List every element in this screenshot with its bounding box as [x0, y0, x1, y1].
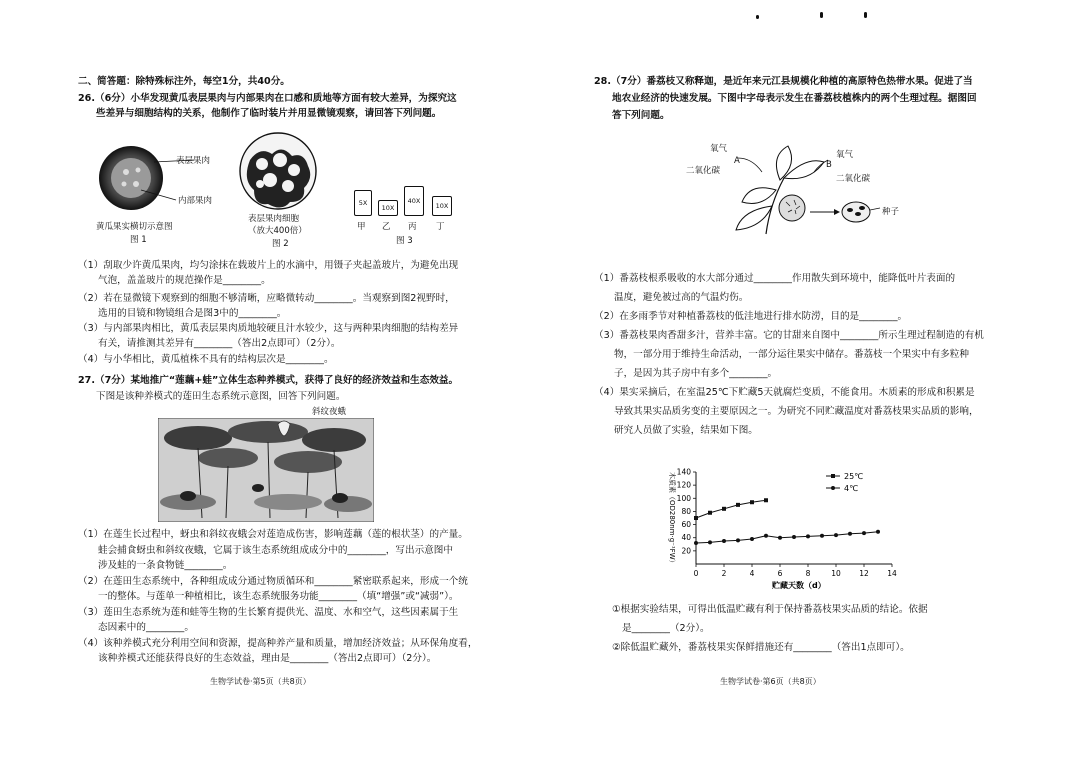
fig1-caption: 黄瓜果实横切示意图: [96, 222, 173, 232]
point-4c: [862, 531, 866, 535]
fig1-label-inner: 内部果肉: [178, 196, 213, 206]
q28-stem-1: 28.（7分）番荔枝又称释迦，是近年来元江县规模化种植的高原特色热带水果。促进了当: [594, 76, 973, 87]
point-4c: [820, 534, 824, 538]
q26-item-2b: 选用的目镜和物镜组合是图3中的________。: [98, 308, 287, 319]
q28-stem-2: 地农业经济的快速发展。下图中字母表示发生在番荔枝植株内的两个生理过程。据图回: [612, 93, 977, 104]
left-footer: 生物学试卷·第5页（共8页）: [210, 677, 311, 686]
y-tick-label: 140: [676, 467, 691, 477]
point-25c: [722, 507, 726, 511]
q28-item-1a: （1）番荔枝根系吸收的水大部分通过________作用散失到环境中，能降低叶片表面的: [594, 273, 956, 284]
q26-item-3b: 有关，请推测其差异有________（答出2点即可）（2分）。: [98, 338, 341, 349]
q26-item-4: （4）与小华相比，黄瓜植株不具有的结构层次是________。: [78, 354, 334, 365]
q26-item-2a: （2）若在显微镜下观察到的细胞不够清晰，应略微转动________。当观察到图2视野时，: [78, 293, 455, 304]
q28-item-2: （2）在多雨季节对种植番荔枝的低洼地进行排水防涝，目的是________。: [594, 311, 908, 322]
q27-item-2a: （2）在莲田生态系统中，各种组成成分通过物质循环和________紧密联系起来，形成一个统: [78, 576, 468, 587]
q28-item-4b: 导致其果实品质劣变的主要原因之一。为研究不同贮藏温度对番荔枝果实品质的影响，: [614, 406, 979, 417]
y-tick-label: 20: [681, 546, 691, 556]
point-4c: [848, 532, 852, 536]
q27-fig-label: 斜纹夜蛾: [312, 407, 347, 417]
fig1-label-outer: 表层果肉: [176, 156, 211, 166]
plant-fig-right-letter: B: [826, 160, 832, 170]
q28-item-4c: 研究人员做了实验，结果如下图。: [614, 425, 758, 436]
lens-ding: 10X: [432, 196, 452, 216]
point-25c: [708, 511, 712, 515]
y-tick-label: 120: [676, 480, 691, 490]
plant-fig-left-letter: A: [734, 156, 740, 166]
lens-name-ding: 丁: [436, 222, 445, 232]
plant-fig-left-bottom: 二氧化碳: [686, 166, 721, 176]
y-tick-label: 40: [681, 533, 691, 543]
q26-stem-1: 26.（6分）小华发现黄瓜表层果肉与内部果肉在口感和质地等方面有较大差异，为探究这: [78, 93, 457, 104]
point-4c: [778, 536, 782, 540]
fig1-title: 图 1: [130, 235, 147, 245]
fig2-title: 图 2: [272, 239, 289, 249]
lens-jia: 5X: [354, 190, 372, 216]
x-tick-label: 6: [777, 569, 783, 578]
figure-sugar-apple-plant: [716, 140, 886, 236]
scan-speck: [820, 12, 823, 18]
lignin-chart: [650, 460, 910, 596]
legend-label: 25℃: [844, 472, 864, 481]
q28-conclusion-1a: ①根据实验结果，可得出低温贮藏有利于保持番荔枝果实品质的结论。依据: [612, 604, 928, 615]
series-line-0: [696, 500, 766, 518]
point-25c: [694, 516, 698, 520]
point-4c: [736, 538, 740, 542]
q28-item-3b: 物，一部分用于维持生命活动，一部分运往果实中储存。番荔枝一个果实中有多粒种: [614, 349, 969, 360]
q27-stem-2: 下图是该种养模式的莲田生态系统示意图，回答下列问题。: [96, 391, 346, 402]
lens-name-yi: 乙: [382, 222, 391, 232]
legend-label: 4℃: [844, 484, 859, 493]
point-4c: [792, 535, 796, 539]
y-tick-label: 60: [681, 520, 691, 530]
q27-item-3a: （3）莲田生态系统为莲和蛙等生物的生长繁育提供光、温度、水和空气，这些因素属于生: [78, 607, 459, 618]
q28-item-1b: 温度，避免被过高的气温灼伤。: [614, 292, 749, 303]
q28-conclusion-1b: 是________（2分）。: [622, 623, 710, 634]
q27-item-4a: （4）该种养模式充分利用空间和资源，提高种养产量和质量，增加经济效益；从环保角度看，: [78, 638, 478, 649]
q27-item-3b: 态因素中的________。: [98, 622, 194, 633]
chart-ylabel: 木质素（OD280nm·g⁻¹FW）: [668, 472, 676, 567]
q26-item-3a: （3）与内部果肉相比，黄瓜表层果肉质地较硬且汁水较少，这与两种果肉细胞的结构差异: [78, 323, 459, 334]
q27-item-2b: 一的整体。与莲单一种植相比，该生态系统服务功能________（填“增强”或“减弱”）。: [98, 591, 459, 602]
y-tick-label: 80: [681, 506, 691, 516]
lens-name-bing: 丙: [408, 222, 417, 232]
x-tick-label: 12: [859, 569, 869, 578]
point-4c: [708, 540, 712, 544]
figure-lotus-pond: [158, 418, 374, 522]
fig3-title: 图 3: [396, 236, 413, 246]
lens-yi: 10X: [378, 200, 398, 216]
figure-2-cell-view: [236, 130, 320, 212]
point-4c: [722, 539, 726, 543]
point-25c: [764, 498, 768, 502]
point-4c: [764, 534, 768, 538]
q27-item-1b: 蛙会捕食蚜虫和斜纹夜蛾，它属于该生态系统组成成分中的________，写出示意图中: [98, 545, 453, 556]
point-25c: [750, 500, 754, 504]
q28-item-3c: 子，是因为其子房中有多个________。: [614, 368, 778, 379]
x-tick-label: 0: [693, 569, 699, 578]
chart-xlabel: 贮藏天数（d）: [772, 581, 826, 590]
q26-stem-2: 些差异与细胞结构的关系，他制作了临时装片并用显微镜观察，请回答下列问题。: [96, 108, 442, 119]
fig2-caption2: （放大400倍）: [248, 226, 307, 236]
legend-marker: [831, 486, 835, 490]
point-4c: [694, 541, 698, 545]
x-tick-label: 8: [805, 569, 811, 578]
lens-name-jia: 甲: [357, 222, 366, 232]
q28-item-3a: （3）番荔枝果肉香甜多汁，营养丰富。它的甘甜来自图中________所示生理过程制造的有机: [594, 330, 984, 341]
point-4c: [834, 533, 838, 537]
q28-stem-3: 答下列问题。: [612, 110, 670, 121]
q26-item-1b: 气泡，盖盖玻片的规范操作是________。: [98, 275, 271, 286]
q28-conclusion-2: ②除低温贮藏外，番荔枝果实保鲜措施还有________（答出1点即可）。: [612, 642, 910, 653]
scan-speck: [756, 15, 759, 19]
plant-fig-right-bottom: 二氧化碳: [836, 174, 871, 184]
section-title: 二、简答题：除特殊标注外，每空1分，共40分。: [78, 76, 290, 87]
plant-fig-right-top: 氧气: [836, 150, 854, 160]
q27-item-1a: （1）在莲生长过程中，蚜虫和斜纹夜蛾会对莲造成伤害，影响莲藕（莲的根状茎）的产量。: [78, 529, 468, 540]
x-tick-label: 10: [831, 569, 841, 578]
point-4c: [750, 537, 754, 541]
point-25c: [736, 503, 740, 507]
lens-bing: 40X: [404, 186, 424, 216]
y-tick-label: 100: [676, 493, 691, 503]
scan-speck: [864, 12, 867, 18]
point-4c: [806, 534, 810, 538]
q27-item-4b: 该种养模式还能获得良好的生态效益，理由是________（答出2点即可）（2分）。: [98, 653, 437, 664]
legend-marker: [831, 474, 835, 478]
q27-item-1c: 涉及蛙的一条食物链________。: [98, 560, 233, 571]
plant-fig-seed: 种子: [882, 207, 900, 217]
q28-item-4a: （4）果实采摘后，在室温25℃下贮藏5天就腐烂变质，不能食用。木质素的形成和积累是: [594, 387, 975, 398]
x-tick-label: 2: [721, 569, 727, 578]
point-4c: [876, 530, 880, 534]
figure-3-lenses: [350, 186, 460, 246]
x-tick-label: 4: [749, 569, 755, 578]
q27-stem-1: 27.（7分）某地推广“莲藕+蛙”立体生态种养模式，获得了良好的经济效益和生态效益。: [78, 375, 459, 386]
plant-fig-left-top: 氧气: [710, 144, 728, 154]
fig2-caption1: 表层果肉细胞: [248, 214, 300, 224]
q26-item-1a: （1）刮取少许黄瓜果肉，均匀涂抹在载玻片上的水滴中，用镊子夹起盖玻片，为避免出现: [78, 260, 459, 271]
x-tick-label: 14: [887, 569, 897, 578]
right-footer: 生物学试卷·第6页（共8页）: [720, 677, 821, 686]
